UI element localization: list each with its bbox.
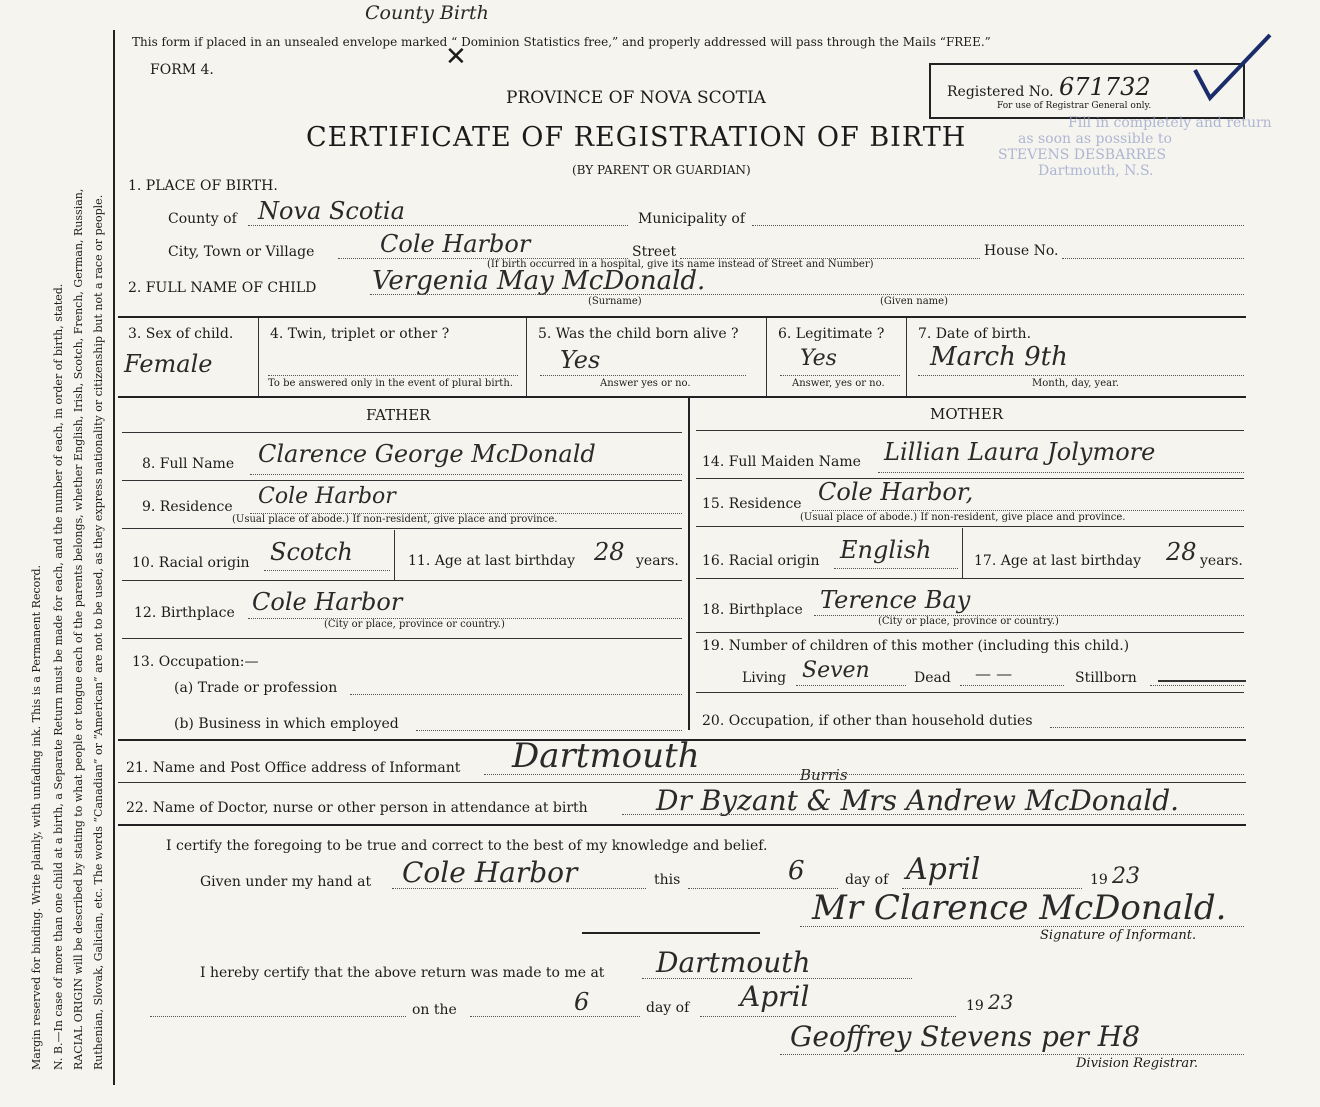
city-value: Cole Harbor (380, 230, 531, 258)
registrar-on-label: on the (412, 1002, 457, 1018)
mother-residence-value: Cole Harbor, (818, 478, 974, 506)
province-heading: PROVINCE OF NOVA SCOTIA (506, 88, 766, 108)
living-value: Seven (802, 658, 870, 683)
registrar-text: I hereby certify that the above return was made to me at (200, 965, 605, 981)
given-month: April (906, 852, 981, 887)
date-value: March 9th (930, 342, 1068, 372)
registered-note: For use of Registrar General only. (997, 101, 1152, 111)
informant-value: Dartmouth (512, 736, 700, 776)
child-name-label: 2. FULL NAME OF CHILD (128, 280, 317, 296)
mother-birthplace-note: (City or place, province or country.) (878, 616, 1059, 627)
doctor-value: Dr Byzant & Mrs Andrew McDonald. (656, 784, 1180, 817)
margin-text-nb: N. B.—In case of more than one child at a birth, a Separate Return must be made for each, and the number of each, in order of birth, stated. (52, 283, 65, 1070)
registrar-place: Dartmouth (656, 946, 811, 979)
page-title: CERTIFICATE OF REGISTRATION OF BIRTH (306, 122, 967, 153)
informant-label: 21. Name and Post Office address of Informant (126, 760, 461, 776)
stillborn-dash (1158, 680, 1246, 682)
father-race-label: 10. Racial origin (132, 555, 250, 571)
mother-age-value: 28 (1166, 538, 1197, 566)
margin-text-binding: Margin reserved for binding. Write plainly, with unfading ink. This is a Permanent Record. (30, 564, 43, 1070)
given-place: Cole Harbor (402, 856, 578, 889)
mother-birthplace-label: 18. Birthplace (702, 602, 803, 618)
father-birthplace-label: 12. Birthplace (134, 605, 235, 621)
street-label: Street (632, 244, 677, 260)
father-birthplace-note: (City or place, province or country.) (324, 619, 505, 630)
county-value: Nova Scotia (258, 197, 405, 225)
informant-signature: Mr Clarence McDonald. (812, 888, 1227, 928)
legitimate-note: Answer, yes or no. (792, 378, 885, 389)
stamp-line-3: STEVENS DESBARRES (998, 147, 1167, 163)
registered-label: Registered No. (947, 84, 1054, 100)
dead-value: — — (975, 664, 1013, 683)
father-residence-label: 9. Residence (142, 499, 233, 515)
twin-note: To be answered only in the event of plural birth. (268, 378, 513, 389)
sex-label: 3. Sex of child. (128, 326, 234, 342)
mother-age-label: 17. Age at last birthday (974, 553, 1142, 569)
father-name-label: 8. Full Name (142, 456, 235, 472)
given-under-label: Given under my hand at (200, 874, 372, 890)
received-stamp (958, 115, 1272, 179)
father-residence-note: (Usual place of abode.) If non-resident, give place and province. (232, 514, 558, 525)
given-name-note: (Given name) (880, 296, 948, 307)
informant-signature-label: Signature of Informant. (1040, 928, 1197, 943)
mother-residence-label: 15. Residence (702, 496, 802, 512)
father-occupation-label: 13. Occupation:— (132, 654, 259, 670)
registered-number: 671732 (1059, 73, 1151, 101)
mother-name-label: 14. Full Maiden Name (702, 454, 861, 470)
stamp-line-1: Fill in completely and return (1068, 115, 1272, 131)
mother-residence-note: (Usual place of abode.) If non-resident, give place and province. (800, 512, 1126, 523)
place-heading: 1. PLACE OF BIRTH. (128, 178, 278, 194)
dead-label: Dead (914, 670, 951, 686)
certify-text: I certify the foregoing to be true and correct to the best of my knowledge and belief. (166, 838, 768, 854)
mail-notice: This form if placed in an unsealed envelope marked “ Dominion Statistics free,” and properly addressed will pass through the Mails “FREE.” (132, 35, 991, 49)
father-trade-label: (a) Trade or profession (174, 680, 338, 696)
registrar-signature-label: Division Registrar. (1076, 1056, 1198, 1071)
mother-heading: MOTHER (930, 405, 1003, 423)
mother-race-label: 16. Racial origin (702, 553, 820, 569)
county-birth-note: County Birth (365, 2, 489, 24)
page-subtitle: (BY PARENT OR GUARDIAN) (572, 163, 751, 177)
surname-note: (Surname) (588, 296, 642, 307)
registrar-signature: Geoffrey Stevens per H8 (790, 1020, 1141, 1053)
hospital-note: (If birth occurred in a hospital, give its name instead of Street and Number) (487, 259, 874, 270)
mother-age-years: years. (1200, 553, 1243, 569)
registrar-year-prefix: 19 (966, 998, 984, 1014)
legitimate-value: Yes (800, 346, 837, 371)
stamp-line-2: as soon as possible to (1018, 131, 1172, 147)
twin-label: 4. Twin, triplet or other ? (270, 326, 450, 342)
form-number: FORM 4. (150, 62, 214, 78)
given-day-of-label: day of (845, 872, 889, 888)
county-label: County of (168, 211, 237, 227)
alive-value: Yes (560, 346, 601, 374)
stamp-line-4: Dartmouth, N.S. (1038, 163, 1154, 179)
left-border (113, 30, 115, 1085)
stillborn-label: Stillborn (1075, 670, 1137, 686)
mother-race-value: English (840, 536, 932, 564)
checkmark-icon (1190, 30, 1280, 105)
registrar-month: April (740, 980, 810, 1013)
living-label: Living (742, 670, 787, 686)
margin-text-racial-2: Ruthenian, Slovak, Galician, etc. The words “Canadian” or “American” are not to be used, as they express nationality or citizenship but not a race or people. (92, 194, 105, 1070)
father-race-value: Scotch (270, 538, 353, 566)
mother-children-label: 19. Number of children of this mother (including this child.) (702, 638, 1130, 654)
mother-name-value: Lillian Laura Jolymore (884, 438, 1156, 466)
date-label: 7. Date of birth. (918, 326, 1032, 342)
father-age-value: 28 (594, 538, 625, 566)
date-note: Month, day, year. (1032, 378, 1119, 389)
given-year-suffix: 23 (1112, 864, 1140, 889)
this-label: this (654, 872, 681, 888)
father-heading: FATHER (366, 406, 431, 424)
child-name-value: Vergenia May McDonald. (372, 266, 706, 296)
house-label: House No. (984, 243, 1059, 259)
mother-occupation-label: 20. Occupation, if other than household duties (702, 713, 1033, 729)
doctor-label: 22. Name of Doctor, nurse or other person in attendance at birth (126, 800, 588, 816)
father-name-value: Clarence George McDonald (258, 440, 596, 468)
city-label: City, Town or Village (168, 244, 315, 260)
given-day: 6 (788, 856, 805, 886)
alive-note: Answer yes or no. (600, 378, 691, 389)
x-mark: ✕ (445, 42, 467, 72)
alive-label: 5. Was the child born alive ? (538, 326, 739, 342)
doctor-insert: Burris (800, 766, 848, 784)
sex-value: Female (124, 350, 213, 378)
mother-birthplace-value: Terence Bay (820, 586, 971, 614)
father-age-label: 11. Age at last birthday (408, 553, 576, 569)
registrar-day-of-label: day of (646, 1000, 690, 1016)
municipality-label: Municipality of (638, 211, 746, 227)
margin-text-racial-1: RACIAL ORIGIN will be described by stating to what people or tongue each of the parents belongs, whether English, Irish, Scotch, French, German, Russian, (72, 188, 85, 1070)
given-year-prefix: 19 (1090, 872, 1108, 888)
legitimate-label: 6. Legitimate ? (778, 326, 885, 342)
father-business-label: (b) Business in which employed (174, 716, 399, 732)
father-residence-value: Cole Harbor (258, 484, 396, 509)
registrar-day: 6 (574, 988, 590, 1016)
registrar-year-suffix: 23 (988, 990, 1014, 1014)
father-age-years: years. (636, 553, 679, 569)
father-birthplace-value: Cole Harbor (252, 588, 403, 616)
